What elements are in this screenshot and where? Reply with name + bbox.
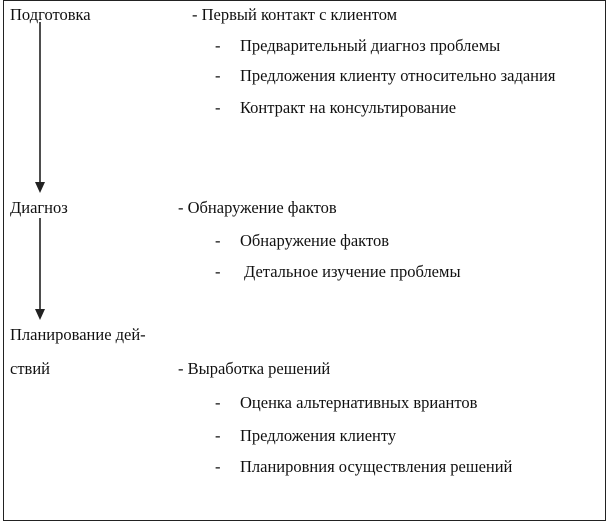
- stage-heading-planning: - Выработка решений: [178, 359, 331, 378]
- list-item: Детальное изучение проблемы: [244, 262, 461, 281]
- stage-label-planning-line1: Планирование дей-: [10, 325, 146, 344]
- list-item: Предложения клиенту относительно задания: [240, 66, 556, 85]
- list-item: Предварительный диагноз проблемы: [240, 36, 501, 55]
- bullet: -: [215, 426, 221, 445]
- bullet: -: [215, 262, 221, 281]
- bullet: -: [215, 393, 221, 412]
- bullet: -: [215, 66, 221, 85]
- list-item: Оценка альтернативных вриантов: [240, 393, 478, 412]
- list-item: Обнаружение фактов: [240, 231, 389, 250]
- bullet: -: [215, 231, 221, 250]
- stage-heading-diagnosis: - Обнаружение фактов: [178, 198, 337, 217]
- bullet: -: [215, 98, 221, 117]
- bullet: -: [215, 36, 221, 55]
- list-item: Планировния осуществления решений: [240, 457, 513, 476]
- stage-label-preparation: Подготовка: [10, 5, 91, 24]
- stage-heading-preparation: - Первый контакт с клиентом: [192, 5, 398, 24]
- stage-label-planning-line2: ствий: [10, 359, 50, 378]
- stage-label-diagnosis: Диагноз: [10, 198, 68, 217]
- bullet: -: [215, 457, 221, 476]
- list-item: Контракт на консультирование: [240, 98, 457, 117]
- list-item: Предложения клиенту: [240, 426, 397, 445]
